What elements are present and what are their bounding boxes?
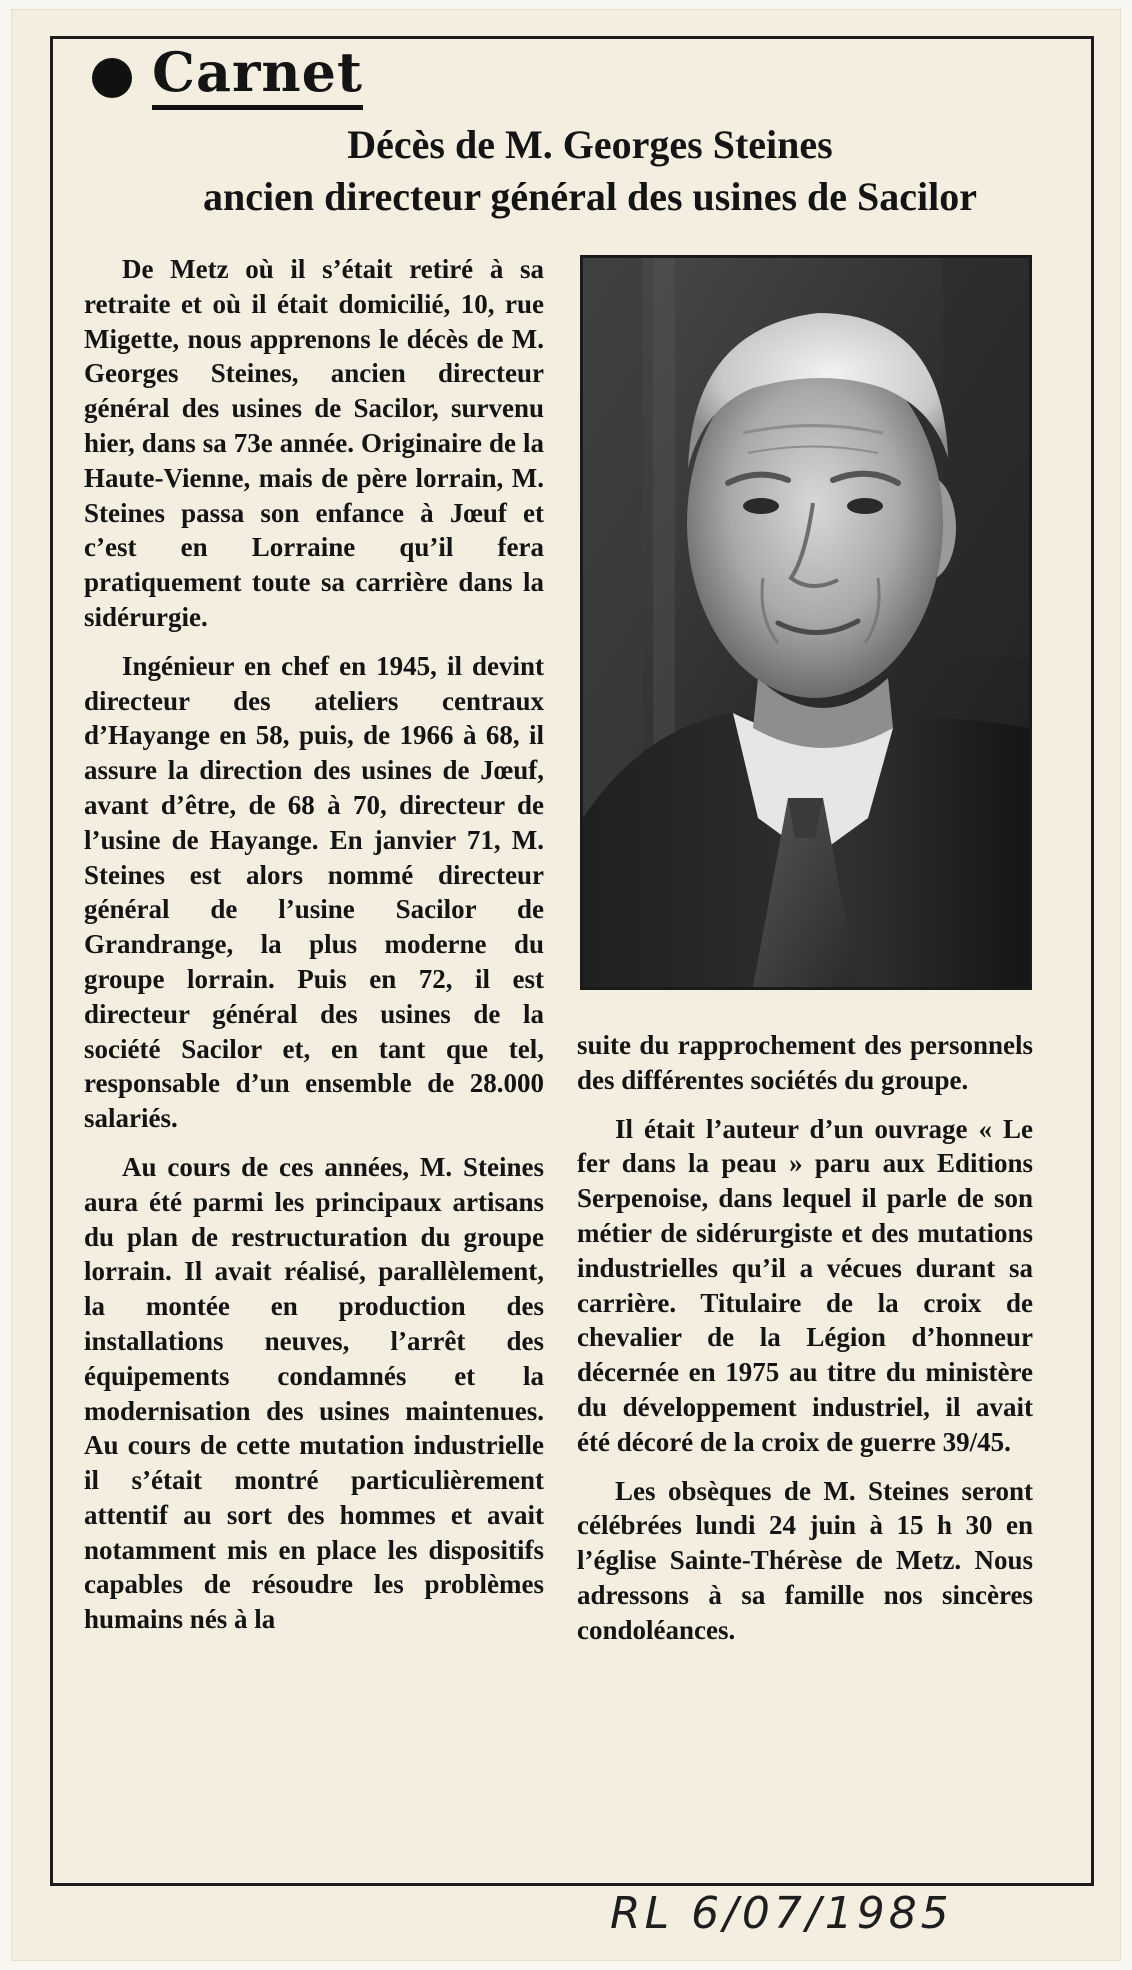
paragraph: Au cours de ces années, M. Steines aura été parmi les principaux artisans du plan de restructuration du groupe lorrain. Il avait réalisé, parallèlement, la montée en production des installations neuves, l’arrêt des équipements condamnés et la modernisation des usines maintenues. Au cours de cette mutation industrielle il s’était montré particulièrement attentif au sort des hommes et avait notamment mis en place les dispositifs capables de résoudre les problèmes humains nés à la bbox=[84, 1151, 544, 1635]
portrait-photo bbox=[580, 255, 1032, 990]
section-label: Carnet bbox=[152, 45, 363, 110]
paragraph: Il était l’auteur d’un ouvrage « Le fer dans la peau » paru aux Editions Serpenoise, dans lequel il parle de son métier de sidérurgiste et des mutations industrielles qu’il a vécues durant sa carrière. Titulaire de la croix de chevalier de la Légion d’honneur décernée en 1975 au titre du ministère du développement industriel, il avait été décoré de la croix de guerre 39/45. bbox=[577, 1113, 1033, 1457]
handwritten-note-text: RL 6/07/1985 bbox=[610, 1888, 953, 1939]
paragraph: Les obsèques de M. Steines seront célébrées lundi 24 juin à 15 h 30 en l’église Sainte-Thérèse de Metz. Nous adressons à sa famille nos sincères condoléances. bbox=[577, 1475, 1033, 1645]
section-heading bbox=[92, 40, 363, 110]
article-column-right bbox=[577, 1028, 1033, 1648]
paragraph: suite du rapprochement des personnels des différentes sociétés du groupe. bbox=[577, 1030, 1033, 1095]
paragraph: Ingénieur en chef en 1945, il devint directeur des ateliers centraux d’Hayange en 58, puis, de 1966 à 68, il assure la direction des usines de Jœuf, avant d’être, de 68 à 70, directeur de l’usine de Hayange. En janvier 71, M. Steines est alors nommé directeur général de l’usine Sacilor de Grandrange, la plus moderne du groupe lorrain. Puis en 72, il est directeur général des usines de la société Sacilor et, en tant que tel, responsable d’un ensemble de 28.000 salariés. bbox=[84, 650, 544, 1134]
headline-line-1: Décès de M. Georges Steines bbox=[347, 122, 833, 167]
paragraph: De Metz où il s’était retiré à sa retraite et où il était domicilié, 10, rue Migette, nous apprenons le décès de M. Georges Steines, ancien directeur général des usines de Sacilor, survenu hier, dans sa 73e année. Originaire de la Haute-Vienne, mais de père lorrain, M. Steines passa son enfance à Jœuf et c’est en Lorraine qu’il fera pratiquement toute sa carrière dans la sidérurgie. bbox=[84, 254, 544, 632]
bullet-icon bbox=[92, 58, 132, 98]
handwritten-date-note bbox=[600, 1880, 1020, 1940]
article-column-left bbox=[84, 252, 544, 1637]
headline-line-2: ancien directeur général des usines de Sacilor bbox=[202, 174, 978, 219]
